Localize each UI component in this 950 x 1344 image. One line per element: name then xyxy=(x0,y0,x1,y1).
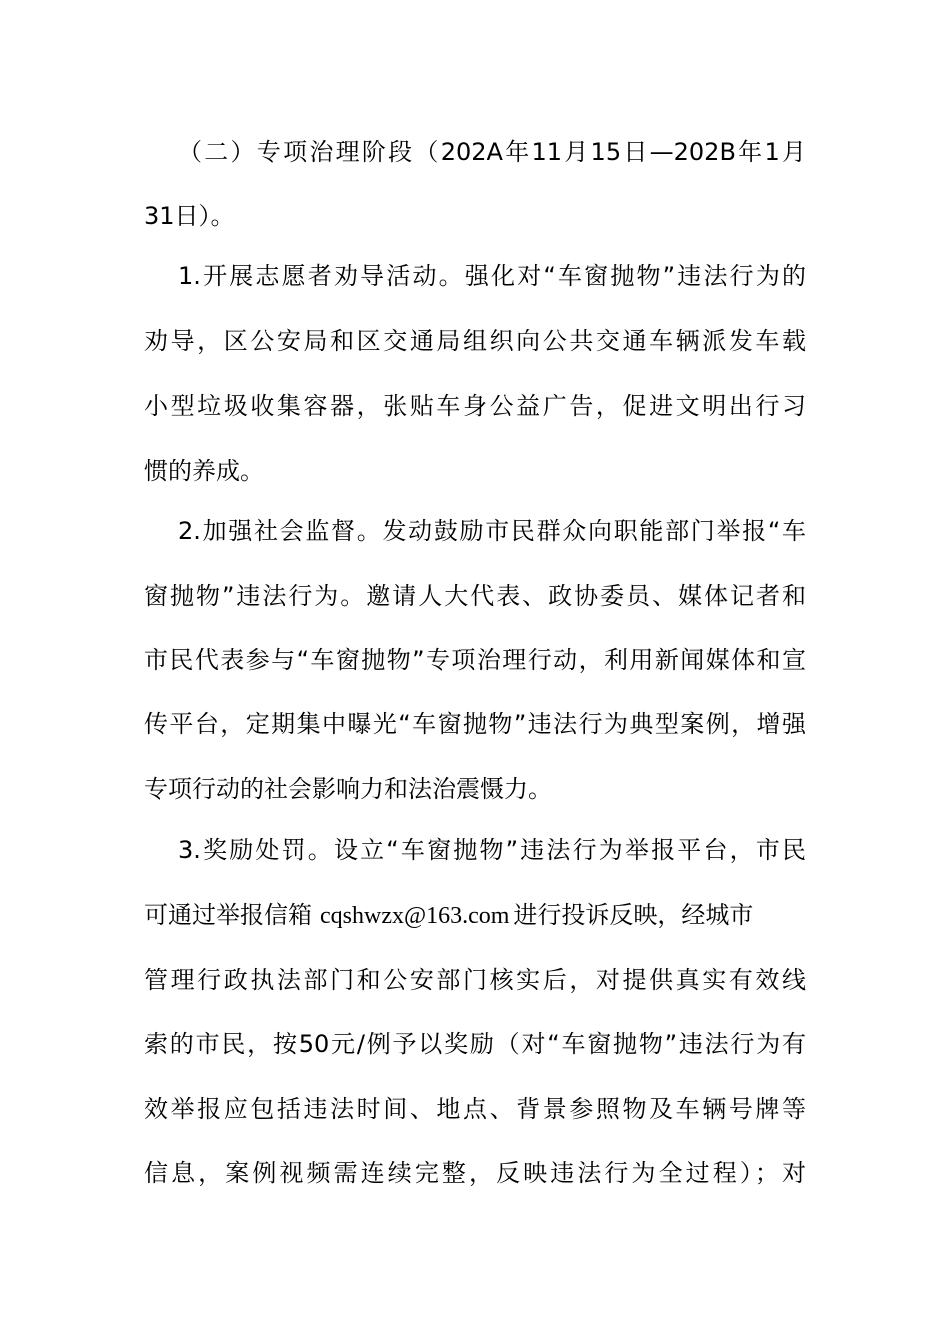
paragraph-line: 传平台，定期集中曝光“车窗抛物”违法行为典型案例，增强 xyxy=(144,710,806,738)
paragraph-line: 小型垃圾收集容器，张贴车身公益广告，促进文明出行习 xyxy=(144,392,806,420)
paragraph-line: 市民代表参与“车窗抛物”专项治理行动，利用新闻媒体和宣 xyxy=(144,646,806,674)
paragraph-line: 索的市民，按50元/例予以奖励（对“车窗抛物”违法行为有 xyxy=(144,1030,806,1058)
paragraph-line: （二）专项治理阶段（202A年11月15日—202B年1月 xyxy=(178,138,806,166)
paragraph-line: 效举报应包括违法时间、地点、背景参照物及车辆号牌等 xyxy=(144,1095,806,1123)
paragraph-line: 管理行政执法部门和公安部门核实后，对提供真实有效线 xyxy=(144,966,806,994)
paragraph-line: 31日）。 xyxy=(144,202,235,230)
text-segment: 进行投诉反映，经城市 xyxy=(513,901,754,929)
text-segment: 可通过举报信箱 xyxy=(144,901,312,929)
paragraph-line: 窗抛物”违法行为。邀请人大代表、政协委员、媒体记者和 xyxy=(144,582,806,610)
paragraph-line: 劝导，区公安局和区交通局组织向公共交通车辆派发车载 xyxy=(144,327,806,355)
paragraph-line: 3.奖励处罚。设立“车窗抛物”违法行为举报平台，市民 xyxy=(178,836,806,864)
paragraph-line: 惯的养成。 xyxy=(144,457,264,485)
report-email: cqshwzx@163.com xyxy=(320,903,510,929)
paragraph-line: 信息，案例视频需连续完整，反映违法行为全过程）；对 xyxy=(144,1159,806,1187)
paragraph-line: 专项行动的社会影响力和法治震慑力。 xyxy=(144,775,552,803)
paragraph-line xyxy=(144,899,806,931)
paragraph-line: 1.开展志愿者劝导活动。强化对“车窗抛物”违法行为的 xyxy=(178,262,806,290)
paragraph-line: 2.加强社会监督。发动鼓励市民群众向职能部门举报“车 xyxy=(178,517,806,545)
